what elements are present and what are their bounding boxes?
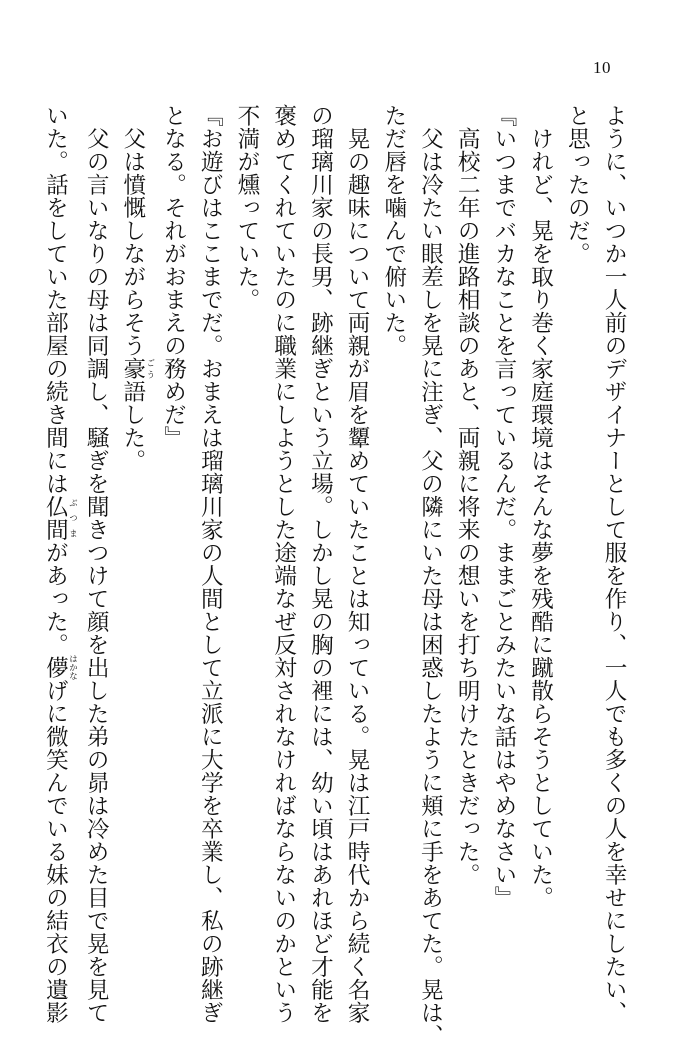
text-column-12: 『お遊びはここまでだ。おまえは瑠璃川家の人間として立派に大学を卒業し、私の跡継ぎ	[197, 104, 224, 1024]
text-column-4: 『いつまでバカなことを言っているんだ。ままごとみたいな話はやめなさい』	[490, 104, 517, 909]
text-column-2: と思ったのだ。	[564, 104, 591, 265]
text-column-6: 父は冷たい眼差しを晃に注ぎ、父の隣にいた母は困惑したように頬に手をあてた。晃は、	[417, 126, 444, 1047]
text-column-10: 褒めてくれていたのに職業にしようとした途端なぜ反対されなければならないのかという	[270, 104, 297, 1024]
text-column-8: 晃の趣味について両親が眉を顰めていたことは知っている。晃は江戸時代から続く名家	[344, 126, 371, 1024]
text-column-9: の瑠璃川家の長男、跡継ぎという立場。しかし晃の胸の裡には、幼い頃はあれほど才能を	[307, 104, 334, 1024]
text-column-16: いた。話をしていた部屋の続き間には仏間 ぶつまがあった。儚 はかなげに微笑んでいる妹の結衣の遺影	[42, 104, 78, 1024]
text-column-5: 高校二年の進路相談のあと、両親に将来の想いを打ち明けたときだった。	[454, 126, 481, 886]
text-column-7: ただ唇を噛んで俯いた。	[380, 104, 407, 357]
text-column-15: 父の言いなりの母は同調し、騒ぎを聞きつけて顔を出した弟の昴は冷めた目で晃を見て	[83, 126, 110, 1024]
page-number: 10	[593, 58, 611, 77]
text-column-1: ように、いつか一人前のデザイナーとして服を作り、一人でも多くの人を幸せにしたい、	[601, 104, 627, 1024]
text-column-11: 不満が燻っていた。	[233, 104, 260, 311]
text-column-14: 父は憤慨しながらそう豪 ごう語した。	[119, 126, 155, 472]
text-column-3: けれど、晃を取り巻く家庭環境はそんな夢を残酷に蹴散らそうとしていた。	[527, 126, 554, 909]
text-column-13: となる。それがおまえの務めだ』	[160, 104, 187, 449]
vertical-body-text	[42, 104, 632, 1047]
